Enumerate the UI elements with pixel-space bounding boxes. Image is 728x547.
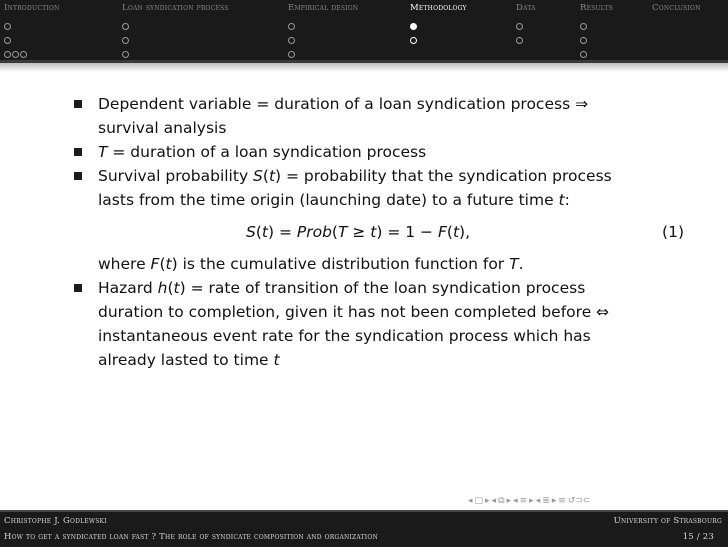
nav-dots-row [516, 30, 536, 41]
frame-dot-icon[interactable] [516, 23, 523, 30]
nav-dots-row [4, 44, 59, 55]
frame-dot-icon[interactable] [580, 51, 587, 58]
nav-dots-row [288, 16, 358, 27]
frame-dot-icon[interactable] [288, 23, 295, 30]
nav-dots-row [288, 44, 358, 55]
footer-page-number: 15 / 23 [682, 532, 714, 542]
nav-dots-row [4, 30, 59, 41]
beamer-navigation-symbols [468, 496, 592, 506]
nav-symbol-icon[interactable]: ◂ [468, 496, 473, 506]
nav-symbol-icon[interactable]: ≡ [519, 496, 528, 506]
nav-section-conclusion[interactable] [652, 3, 701, 13]
nav-section-empirical-design[interactable] [288, 3, 358, 55]
nav-section-introduction[interactable] [4, 3, 59, 55]
math-symbol: T [98, 143, 108, 161]
nav-section-title[interactable]: Introduction [4, 3, 60, 13]
nav-symbol-icon[interactable]: ▸ [506, 496, 512, 506]
header-shadow [0, 63, 728, 72]
square-bullet-icon [74, 148, 82, 156]
frame-dot-icon[interactable] [4, 37, 11, 44]
nav-dots-row [410, 30, 467, 41]
nav-dots-row [288, 30, 358, 41]
equation-survival-function [98, 212, 684, 252]
nav-section-title[interactable]: Results [580, 3, 613, 13]
frame-dot-icon[interactable] [410, 37, 417, 44]
nav-symbol-icon[interactable]: ≡ [558, 496, 566, 506]
nav-dots-row [122, 30, 229, 41]
bullet-text: = duration of a loan syndication process [107, 143, 427, 161]
bullet-text: Dependent variable = duration of a loan syndication process ⇒ [98, 95, 589, 113]
nav-dots-row [122, 16, 229, 27]
frame-dot-icon[interactable] [4, 23, 11, 30]
nav-symbol-icon[interactable]: ◂ [535, 496, 541, 506]
frame-dot-icon[interactable] [516, 37, 523, 44]
slide-body [74, 92, 684, 372]
nav-dots-row [410, 16, 467, 27]
bullet-survival-probability: Survival probability S(t) = probability that the syndication process lasts from the time origin (launching date) to a future time t: [74, 164, 684, 212]
frame-dot-icon[interactable] [580, 23, 587, 30]
frame-dot-icon[interactable] [580, 37, 587, 44]
bullet-text: survival analysis [98, 119, 227, 137]
frame-dot-icon[interactable] [288, 37, 295, 44]
bullet-dependent-variable [74, 92, 684, 140]
frame-dot-icon[interactable] [12, 51, 19, 58]
where-clause: where F(t) is the cumulative distribution function for T. [98, 255, 524, 273]
square-bullet-icon [74, 172, 82, 180]
footer-author: Christophe J. Godlewski [4, 516, 107, 526]
frame-dot-icon[interactable] [122, 37, 129, 44]
nav-section-title[interactable]: Methodology [410, 3, 467, 13]
nav-symbol-icon[interactable]: ≣ [542, 496, 550, 506]
nav-section-methodology[interactable] [410, 3, 467, 41]
bullet-T-definition [74, 140, 684, 164]
nav-section-loan-syndication-process[interactable] [122, 3, 229, 55]
nav-dots-row [580, 30, 613, 41]
nav-symbol-icon[interactable]: □ [474, 496, 484, 506]
nav-symbol-icon[interactable]: ↺⊃⊂ [567, 496, 591, 506]
equation-body: S(t) = Prob(T ≥ t) = 1 − F(t), [246, 223, 471, 241]
nav-symbol-icon[interactable]: ▸ [485, 496, 490, 506]
nav-section-title[interactable]: Empirical design [288, 3, 359, 13]
frame-dot-icon[interactable] [122, 23, 129, 30]
nav-symbol-icon[interactable]: ◂ [491, 496, 497, 506]
section-navigation [0, 0, 728, 60]
nav-symbol-icon[interactable]: ◂ [513, 496, 518, 506]
frame-dot-icon[interactable] [122, 51, 129, 58]
footer-divider [0, 510, 728, 512]
nav-dots-row [580, 44, 613, 55]
footer-talk-title: How to get a syndicated loan fast ? The role of syndicate composition and organization [4, 532, 378, 542]
nav-symbol-icon[interactable]: ▸ [529, 496, 534, 506]
nav-symbol-icon[interactable]: ⧉ [498, 496, 505, 506]
nav-section-data[interactable] [516, 3, 536, 41]
nav-symbol-icon[interactable]: ▸ [551, 496, 557, 506]
equation-number: (1) [662, 223, 684, 241]
frame-dot-icon[interactable] [288, 51, 295, 58]
nav-dots-row [580, 16, 613, 27]
nav-dots-row [4, 16, 59, 27]
frame-dot-icon[interactable] [4, 51, 11, 58]
nav-dots-row [122, 44, 229, 55]
square-bullet-icon [74, 100, 82, 108]
nav-section-title[interactable]: Data [516, 3, 536, 13]
nav-section-title[interactable]: Loan syndication process [122, 3, 229, 13]
nav-dots-row [516, 16, 536, 27]
nav-section-title[interactable]: Conclusion [652, 3, 701, 13]
current-frame-dot-icon[interactable] [410, 23, 417, 30]
bullet-hazard: Hazard h(t) = rate of transition of the loan syndication process duration to completion, given it has not been completed before ⇔ instantaneous event rate for the syndication process which has already lasted to time t [74, 276, 684, 372]
square-bullet-icon [74, 284, 82, 292]
frame-dot-icon[interactable] [20, 51, 27, 58]
footer-institution: University of Strasbourg [613, 516, 722, 526]
